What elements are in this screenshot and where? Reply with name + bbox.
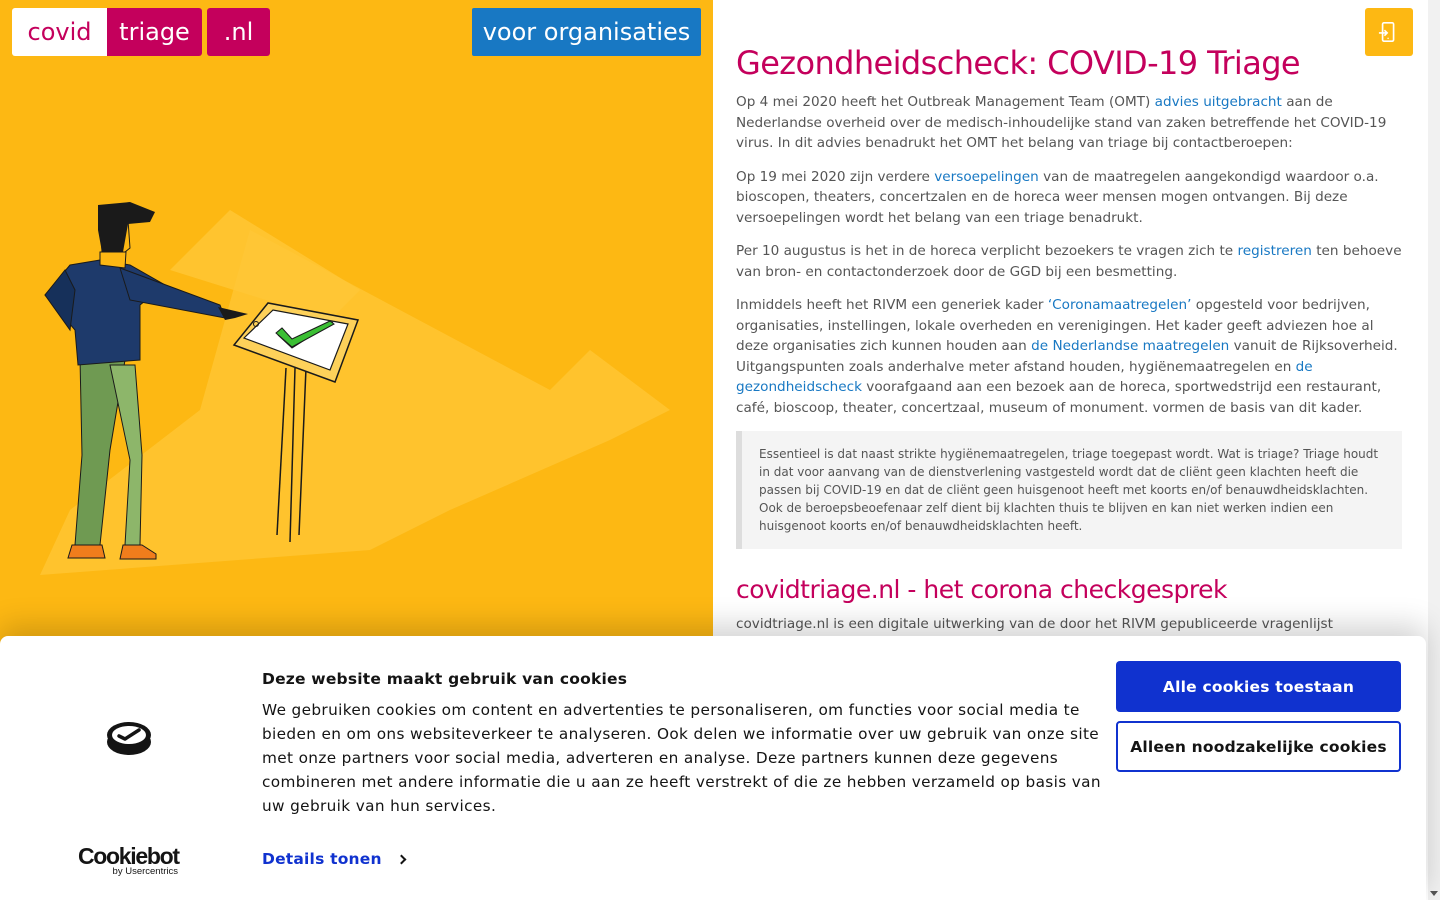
article-paragraph-1 <box>736 92 1402 154</box>
show-details-label: Details tonen <box>262 850 382 868</box>
text: Op 4 mei 2020 heeft het Outbreak Management Team (OMT) <box>736 94 1155 110</box>
organisations-button[interactable]: voor organisaties <box>472 8 701 56</box>
article-paragraph-3 <box>736 241 1402 282</box>
link-advies[interactable]: advies uitgebracht <box>1154 94 1282 110</box>
text: ten behoeve van bron- en contactonderzoek door de GGD bij een besmetting. <box>736 243 1402 280</box>
page-title: Gezondheidscheck: COVID-19 Triage <box>736 44 1301 82</box>
page-scrollbar[interactable] <box>1428 0 1440 900</box>
site-logo[interactable] <box>12 8 270 56</box>
section-title: covidtriage.nl - het corona checkgesprek <box>736 575 1227 604</box>
cookie-description: We gebruiken cookies om content en advertenties te personaliseren, om functies voor social media te bieden en om ons websiteverkeer te analyseren. Ook delen we informatie over uw gebruik van onze site met onze partners voor social media, adverteren en analyse. Deze partners kunnen deze gegevens combineren met andere informatie die u aan ze heeft verstrekt of die ze hebben verzameld op basis van uw gebruik van hun services. <box>262 701 1101 815</box>
cookiebot-logo-icon <box>105 718 153 758</box>
blockquote: Essentieel is dat naast strikte hygiënemaatregelen, triage toegepast wordt. Wat is triage? Triage houdt in dat voor aanvang van de dienstverlening vastgesteld wordt dat de cliënt geen klachten heeft die passen bij COVID-19 en dat de cliënt geen huisgenoot heeft met koorts en/of benauwdheidsklachten. Ook de beroepsbeoefenaar zelf dient bij klachten thuis te blijven en kan niet werken indien een huisgenoot koorts en/of benauwdheidsklachten heeft. <box>736 431 1402 549</box>
cookie-title: Deze website maakt gebruik van cookies <box>262 670 628 688</box>
logo-part-covid[interactable]: covid <box>12 8 107 56</box>
login-icon <box>1378 21 1400 43</box>
text: opgesteld voor bedrijven, organisaties, instellingen, lokale overheden en verenigingen. Het kader geeft adviezen hoe al deze organisaties zich kunnen houden aan <box>736 297 1374 354</box>
link-versoepelingen[interactable]: versoepelingen <box>934 168 1039 185</box>
cookiebot-byline: by Usercentrics <box>112 866 178 877</box>
article-paragraph-4 <box>736 295 1402 418</box>
text: Per 10 augustus is het in de horeca verplicht bezoekers te vragen zich te <box>736 243 1238 259</box>
text: Op 19 mei 2020 zijn verdere <box>736 168 935 185</box>
allow-all-cookies-button[interactable]: Alle cookies toestaan <box>1116 661 1401 712</box>
cookie-consent-banner <box>0 636 1426 900</box>
link-registreren[interactable]: registreren <box>1237 243 1312 259</box>
link-nederlandse-maatregelen[interactable]: de Nederlandse maatregelen <box>1031 338 1230 354</box>
text: aan de Nederlandse overheid over de medisch-inhoudelijke stand van zaken betreffende het COVID-19 virus. In dit advies benadrukt het OMT het belang van triage bij contactberoepen: <box>736 94 1387 151</box>
show-details-link[interactable] <box>262 850 405 868</box>
cookiebot-brand[interactable] <box>78 844 182 877</box>
text: van de maatregelen aangekondigd waardoor o.a. bioscopen, theaters, concertzalen en de horeca weer mensen mogen ontvangen. Bij deze versoepelingen wordt het belang van een triage benadrukt. <box>736 168 1379 226</box>
link-coronamaatregelen[interactable]: ‘Coronamaatregelen’ <box>1047 297 1192 313</box>
logo-part-triage[interactable]: triage <box>107 8 202 56</box>
chevron-right-icon <box>396 854 406 864</box>
necessary-cookies-only-button[interactable]: Alleen noodzakelijke cookies <box>1116 721 1401 772</box>
article-content <box>736 44 1402 632</box>
scroll-down-arrow-icon[interactable] <box>1430 891 1438 896</box>
logo-part-nl[interactable]: .nl <box>207 8 270 56</box>
cookiebot-wordmark: Cookiebot <box>78 843 179 869</box>
text: Inmiddels heeft het RIVM een generiek kader <box>736 297 1048 313</box>
article-paragraph-2 <box>736 167 1402 229</box>
text: vanuit de Rijksoverheid. Uitgangspunten zoals anderhalve meter afstand houden, hygiënemaatregelen en <box>736 338 1398 375</box>
triage-kiosk-illustration <box>30 190 690 590</box>
text: voorafgaand aan een bezoek aan de horeca, sportwedstrijd een restaurant, café, bioscoop, theater, concertzaal, museum of monument. vormen de basis van dit kader. <box>736 379 1382 416</box>
section-intro: covidtriage.nl is een digitale uitwerking van de door het RIVM gepubliceerde vragenlijst <box>736 616 1333 632</box>
link-gezondheidscheck[interactable]: de gezondheidscheck <box>736 358 1313 395</box>
